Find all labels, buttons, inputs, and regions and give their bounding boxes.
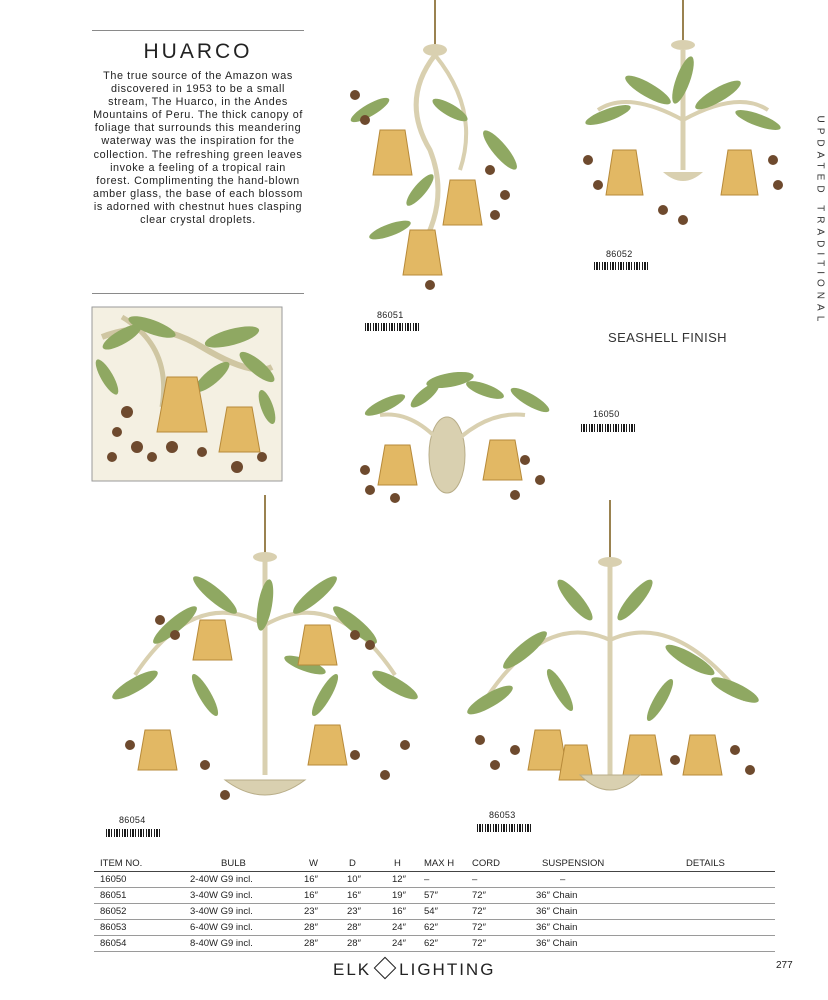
cell-max-h: 62″ <box>424 922 438 933</box>
side-label: UPDATED TRADITIONAL <box>814 115 826 327</box>
barcode-86051 <box>365 323 421 331</box>
header-suspension: SUSPENSION <box>542 858 605 869</box>
cell-suspension: 36″ Chain <box>536 938 578 949</box>
barcode-86052 <box>594 262 650 270</box>
cell-item-no: 86054 <box>100 938 127 949</box>
brand-logo <box>333 960 495 980</box>
page-number: 277 <box>776 960 793 971</box>
cell-item-no: 16050 <box>100 874 127 885</box>
brand-left: ELK <box>333 960 372 979</box>
cell-item-no: 86051 <box>100 890 127 901</box>
header-cord: CORD <box>472 858 500 869</box>
sku-86053: 86053 <box>489 810 516 820</box>
cell-w: 16″ <box>304 890 318 901</box>
cell-d: 23″ <box>347 906 361 917</box>
sku-86051: 86051 <box>377 310 404 320</box>
cell-suspension: – <box>560 874 566 885</box>
sku-16050: 16050 <box>593 409 620 419</box>
cell-h: 19″ <box>392 890 406 901</box>
finish-label: SEASHELL FINISH <box>608 330 727 345</box>
cell-d: 28″ <box>347 938 361 949</box>
cell-cord: 72″ <box>472 906 486 917</box>
cell-cord: – <box>472 874 478 885</box>
table-row <box>94 888 775 904</box>
header-w: W <box>309 858 318 869</box>
barcode-86054 <box>106 829 162 837</box>
header-d: D <box>349 858 356 869</box>
product-image-86052 <box>578 0 788 240</box>
brand-right: LIGHTING <box>399 960 496 979</box>
cell-h: 24″ <box>392 922 406 933</box>
sku-86052: 86052 <box>606 249 633 259</box>
cell-w: 16″ <box>304 874 318 885</box>
cell-bulb: 2-40W G9 incl. <box>190 874 253 885</box>
header-bulb: BULB <box>221 858 246 869</box>
cell-suspension: 36″ Chain <box>536 906 578 917</box>
cell-cord: 72″ <box>472 890 486 901</box>
product-image-86051 <box>340 0 540 300</box>
cell-h: 16″ <box>392 906 406 917</box>
cell-cord: 72″ <box>472 938 486 949</box>
cell-bulb: 3-40W G9 incl. <box>190 890 253 901</box>
cell-w: 23″ <box>304 906 318 917</box>
table-row <box>94 936 775 952</box>
sku-86054: 86054 <box>119 815 146 825</box>
cell-max-h: 57″ <box>424 890 438 901</box>
header-max-h: MAX H <box>424 858 455 869</box>
table-row <box>94 872 775 888</box>
cell-h: 24″ <box>392 938 406 949</box>
cell-d: 28″ <box>347 922 361 933</box>
cell-item-no: 86052 <box>100 906 127 917</box>
bottom-rule <box>92 293 304 294</box>
spec-table <box>94 856 775 952</box>
cell-max-h: – <box>424 874 430 885</box>
cell-cord: 72″ <box>472 922 486 933</box>
collection-description: The true source of the Amazon was discovered in 1953 to be a small stream, The Huarco, in the Andes Mountains of Peru. The thick canopy of foliage that surrounds this meandering waterway was the inspiration for the collection. The refreshing green leaves invoke a feeling of a tropical rain forest. Complimenting the hand-blown amber glass, the base of each blossom is adorned with chestnut hues clasping clear crystal droplets. <box>92 70 304 227</box>
product-image-86053 <box>465 500 765 810</box>
collection-title: HUARCO <box>143 40 253 63</box>
cell-bulb: 6-40W G9 incl. <box>190 922 253 933</box>
barcode-16050 <box>581 424 637 432</box>
cell-w: 28″ <box>304 922 318 933</box>
barcode-86053 <box>477 824 533 832</box>
cell-max-h: 62″ <box>424 938 438 949</box>
cell-suspension: 36″ Chain <box>536 890 578 901</box>
cell-item-no: 86053 <box>100 922 127 933</box>
header-h: H <box>394 858 401 869</box>
detail-photo <box>92 307 282 481</box>
cell-h: 12″ <box>392 874 406 885</box>
cell-suspension: 36″ Chain <box>536 922 578 933</box>
cell-d: 10″ <box>347 874 361 885</box>
diamond-icon <box>374 957 397 980</box>
table-row <box>94 904 775 920</box>
table-row <box>94 920 775 936</box>
cell-d: 16″ <box>347 890 361 901</box>
product-image-86054 <box>105 495 425 815</box>
header-item-no: ITEM NO. <box>100 858 143 869</box>
header-details: DETAILS <box>686 858 725 869</box>
product-image-16050 <box>355 360 555 505</box>
spec-header-row <box>94 856 775 872</box>
top-rule <box>92 30 304 31</box>
cell-bulb: 3-40W G9 incl. <box>190 906 253 917</box>
cell-max-h: 54″ <box>424 906 438 917</box>
cell-w: 28″ <box>304 938 318 949</box>
cell-bulb: 8-40W G9 incl. <box>190 938 253 949</box>
